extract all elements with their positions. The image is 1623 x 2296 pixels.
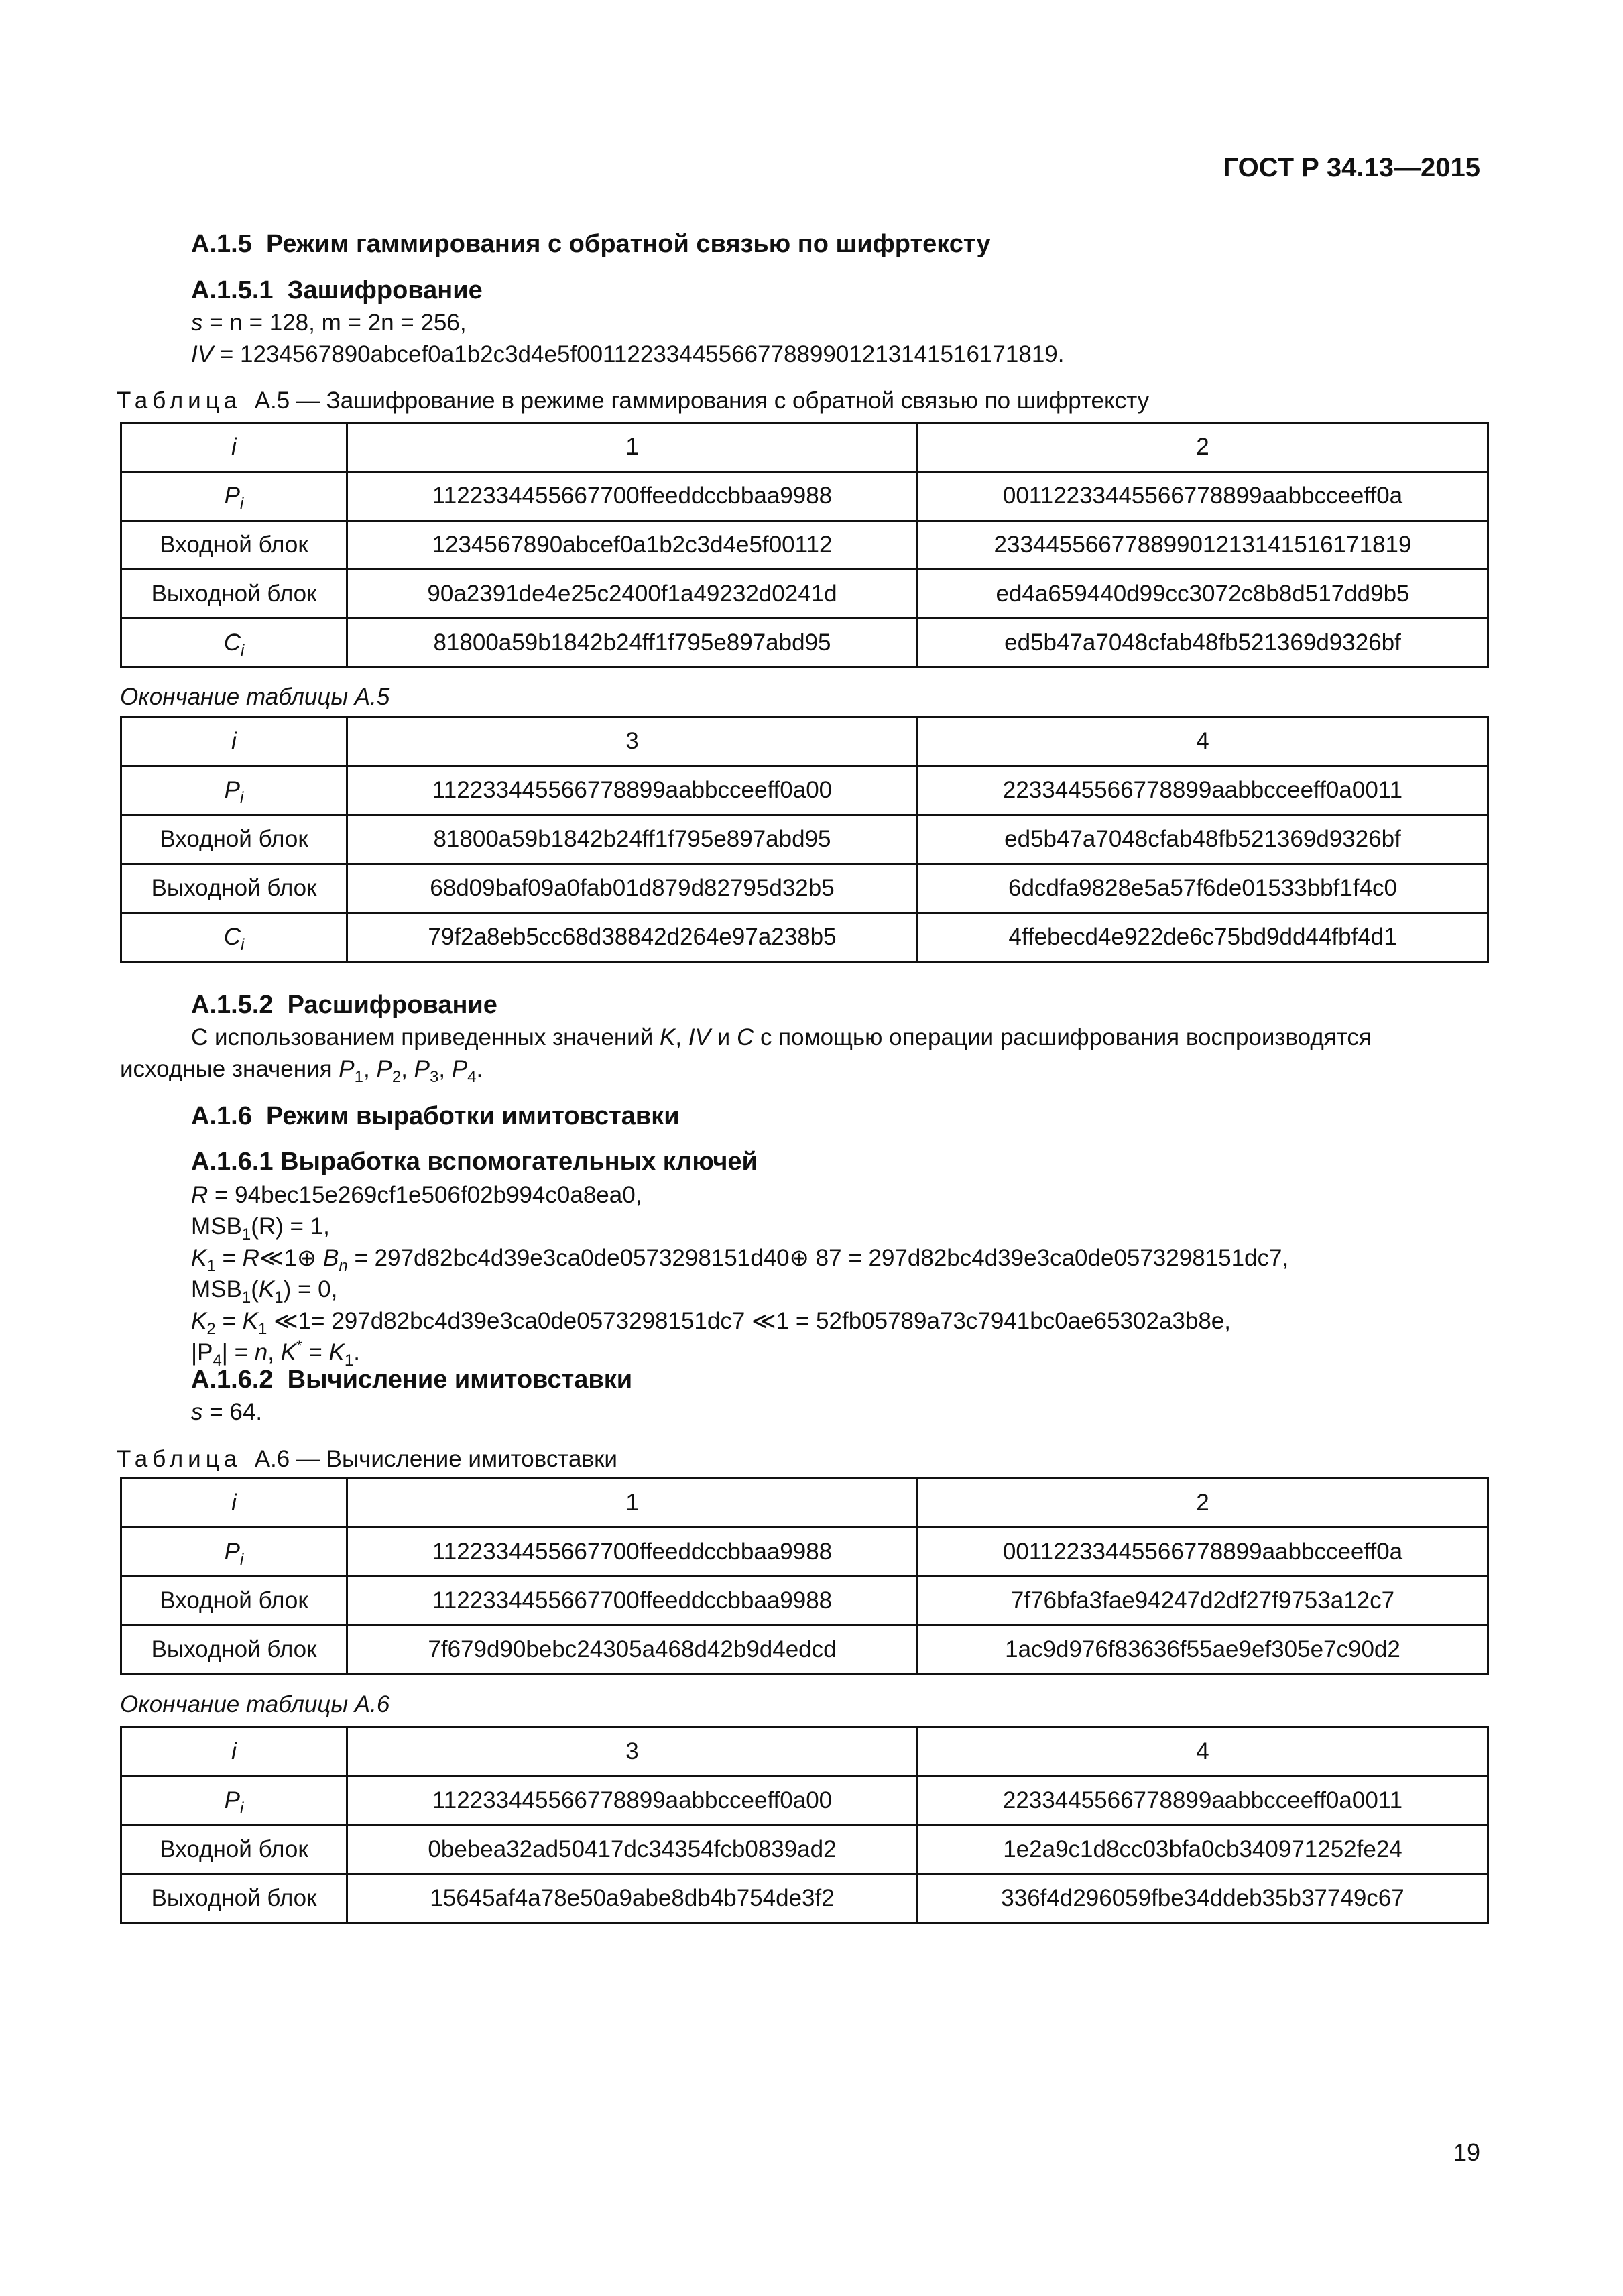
table-cell: 2233445566778899aabbcceeff0a0011 xyxy=(918,1776,1488,1825)
decryption-text-line1: С использованием приведенных значений K, IV и C с помощью операции расшифрования воспроизводятся xyxy=(191,1024,1372,1050)
table-row xyxy=(121,521,1488,570)
section-title: Выработка вспомогательных ключей xyxy=(280,1148,758,1176)
p4-length-line: $|P_4| = n$, $K^* = K_1$. xyxy=(191,1337,360,1370)
table-a5-part2 xyxy=(120,716,1489,963)
table-cell: 1122334455667700ffeeddccbbaa9988 xyxy=(347,1577,918,1626)
params-line-iv: IV = 1234567890abcef0a1b2c3d4e5f0011223344556677889901213141516171819. xyxy=(191,341,1065,367)
section-number: А.1.5 xyxy=(191,230,252,258)
table-cell: 4ffebecd4e922de6c75bd9dd44fbf4d1 xyxy=(918,913,1488,962)
section-title: Режим выработки имитовставки xyxy=(265,1102,680,1130)
section-number: А.1.6 xyxy=(191,1102,252,1130)
header-cell: 2 xyxy=(918,1479,1488,1528)
header-cell: 3 xyxy=(347,717,918,766)
header-cell: 2 xyxy=(918,423,1488,472)
msb-r-line: $MSB_1(R) = 1$, xyxy=(191,1213,330,1244)
header-cell: i xyxy=(121,717,347,766)
table-row xyxy=(121,1825,1488,1874)
key-r-line: R = 94bec15e269cf1e506f02b994c0a8ea0, xyxy=(191,1182,642,1208)
row-label: $P_i$ xyxy=(121,766,347,815)
section-title: Расшифрование xyxy=(287,991,497,1019)
section-number: А.1.5.2 xyxy=(191,991,274,1019)
table-cell: 6dcdfa9828e5a57f6de01533bbf1f4c0 xyxy=(918,864,1488,913)
table-cell: 68d09baf09a0fab01d879d82795d32b5 xyxy=(347,864,918,913)
table-cell: 7f76bfa3fae94247d2df27f9753a12c7 xyxy=(918,1577,1488,1626)
row-label: $C_i$ xyxy=(121,619,347,668)
table-cell: 112233445566778899aabbcceeff0a00 xyxy=(347,766,918,815)
table-cell: 00112233445566778899aabbcceeff0a xyxy=(918,472,1488,521)
header-cell: 4 xyxy=(918,717,1488,766)
section-title: Зашифрование xyxy=(287,276,483,304)
header-cell: i xyxy=(121,1479,347,1528)
table-row xyxy=(121,1776,1488,1825)
table-header-row xyxy=(121,423,1488,472)
header-cell: i xyxy=(121,1728,347,1776)
row-label: $P_i$ xyxy=(121,1528,347,1577)
table-a6-part2 xyxy=(120,1726,1489,1924)
table-a6-continuation: Окончание таблицы А.6 xyxy=(120,1691,390,1717)
header-cell: 1 xyxy=(347,1479,918,1528)
row-label: Выходной блок xyxy=(121,1874,347,1923)
table-row xyxy=(121,1528,1488,1577)
standard-designation: ГОСТ Р 34.13—2015 xyxy=(1223,153,1480,182)
table-a6-part1 xyxy=(120,1477,1489,1675)
table-cell: 00112233445566778899aabbcceeff0a xyxy=(918,1528,1488,1577)
section-a15-heading xyxy=(191,230,991,259)
row-label: Входной блок xyxy=(121,815,347,864)
table-row xyxy=(121,1577,1488,1626)
row-label: $P_i$ xyxy=(121,1776,347,1825)
table-cell: 112233445566778899aabbcceeff0a00 xyxy=(347,1776,918,1825)
table-row xyxy=(121,1626,1488,1675)
caption-prefix: Таблица xyxy=(117,387,242,414)
table-row xyxy=(121,815,1488,864)
row-label: Выходной блок xyxy=(121,1626,347,1675)
table-cell: 79f2a8eb5cc68d38842d264e97a238b5 xyxy=(347,913,918,962)
table-cell: 15645af4a78e50a9abe8db4b754de3f2 xyxy=(347,1874,918,1923)
header-cell: i xyxy=(121,423,347,472)
table-a6-caption xyxy=(117,1446,617,1473)
table-row xyxy=(121,619,1488,668)
table-cell: 1122334455667700ffeeddccbbaa9988 xyxy=(347,1528,918,1577)
row-label: Входной блок xyxy=(121,521,347,570)
table-row xyxy=(121,472,1488,521)
table-cell: 2233445566778899aabbcceeff0a0011 xyxy=(918,766,1488,815)
row-label: $P_i$ xyxy=(121,472,347,521)
iv-value: = 1234567890abcef0a1b2c3d4e5f0011223344556677889901213141516171819. xyxy=(219,341,1065,367)
row-label: Выходной блок xyxy=(121,570,347,619)
table-cell: ed4a659440d99cc3072c8b8d517dd9b5 xyxy=(918,570,1488,619)
table-a5-part1 xyxy=(120,422,1489,668)
key-k1-line: $K_1$ = R≪1⊕ $B_n$ = 297d82bc4d39e3ca0de0573298151d40⊕ 87 = 297d82bc4d39e3ca0de0573298151dc7, xyxy=(191,1245,1289,1275)
section-title: Вычисление имитовставки xyxy=(287,1366,633,1394)
section-a161-heading xyxy=(191,1148,758,1176)
key-k2-line: $K_2 = K_1$ ≪1= 297d82bc4d39e3ca0de0573298151dc7 ≪1 = 52fb05789a73c7941bc0ae65302a3b8e, xyxy=(191,1308,1231,1338)
section-number: А.1.6.1 xyxy=(191,1148,274,1176)
table-cell: 81800a59b1842b24ff1f795e897abd95 xyxy=(347,815,918,864)
section-a151-heading xyxy=(191,276,483,305)
table-cell: 7f679d90bebc24305a468d42b9d4edcd xyxy=(347,1626,918,1675)
table-cell: 23344556677889901213141516171819 xyxy=(918,521,1488,570)
header-cell: 3 xyxy=(347,1728,918,1776)
table-row xyxy=(121,766,1488,815)
table-cell: 1122334455667700ffeeddccbbaa9988 xyxy=(347,472,918,521)
header-cell: 1 xyxy=(347,423,918,472)
section-a16-heading xyxy=(191,1102,680,1131)
table-row xyxy=(121,913,1488,962)
table-cell: 1ac9d976f83636f55ae9ef305e7c90d2 xyxy=(918,1626,1488,1675)
section-number: А.1.6.2 xyxy=(191,1366,274,1394)
row-label: Входной блок xyxy=(121,1825,347,1874)
caption-prefix: Таблица xyxy=(117,1446,242,1472)
row-label: Входной блок xyxy=(121,1577,347,1626)
table-cell: ed5b47a7048cfab48fb521369d9326bf xyxy=(918,815,1488,864)
table-header-row xyxy=(121,717,1488,766)
table-cell: 90a2391de4e25c2400f1a49232d0241d xyxy=(347,570,918,619)
table-cell: 1234567890abcef0a1b2c3d4e5f00112 xyxy=(347,521,918,570)
table-cell: 336f4d296059fbe34ddeb35b37749c67 xyxy=(918,1874,1488,1923)
page-number: 19 xyxy=(1453,2138,1480,2166)
table-cell: ed5b47a7048cfab48fb521369d9326bf xyxy=(918,619,1488,668)
decryption-text-line2: исходные значения $P_1$, $P_2$, $P_3$, $P_4$. xyxy=(120,1056,483,1086)
params-line-sn: s = n = 128, m = 2n = 256, xyxy=(191,310,467,336)
row-label: Выходной блок xyxy=(121,864,347,913)
s-value-line: s = 64. xyxy=(191,1399,263,1425)
caption-text: А.5 — Зашифрование в режиме гаммирования с обратной связью по шифртексту xyxy=(254,387,1150,414)
table-row xyxy=(121,864,1488,913)
row-label: $C_i$ xyxy=(121,913,347,962)
section-a152-heading xyxy=(191,991,497,1020)
table-row xyxy=(121,570,1488,619)
table-a5-continuation: Окончание таблицы А.5 xyxy=(120,684,390,710)
table-cell: 81800a59b1842b24ff1f795e897abd95 xyxy=(347,619,918,668)
msb-k1-line: $MSB_1(K_1) = 0$, xyxy=(191,1276,338,1307)
caption-text: А.6 — Вычисление имитовставки xyxy=(254,1446,617,1472)
section-a162-heading xyxy=(191,1366,632,1394)
section-number: А.1.5.1 xyxy=(191,276,274,304)
table-header-row xyxy=(121,1728,1488,1776)
table-header-row xyxy=(121,1479,1488,1528)
table-row xyxy=(121,1874,1488,1923)
table-a5-caption xyxy=(117,387,1149,414)
table-cell: 1e2a9c1d8cc03bfa0cb340971252fe24 xyxy=(918,1825,1488,1874)
section-title: Режим гаммирования с обратной связью по шифртексту xyxy=(265,230,991,258)
header-cell: 4 xyxy=(918,1728,1488,1776)
table-cell: 0bebea32ad50417dc34354fcb0839ad2 xyxy=(347,1825,918,1874)
params-value: = n = 128, m = 2n = 256, xyxy=(209,310,467,336)
